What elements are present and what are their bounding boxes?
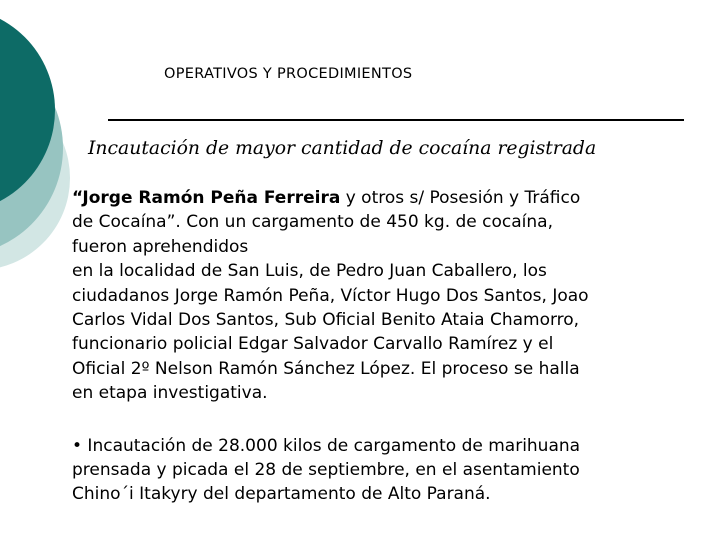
bullet-text: Incautación de 28.000 kilos de cargamento de marihuana bbox=[82, 435, 581, 456]
case-line-8: Oficial 2º Nelson Ramón Sánchez López. El proceso se halla bbox=[72, 358, 580, 379]
slide-title: Incautación de mayor cantidad de cocaína registrada bbox=[88, 138, 597, 159]
case-line-7: funcionario policial Edgar Salvador Carvallo Ramírez y el bbox=[72, 334, 554, 355]
case-line-1 bbox=[72, 186, 712, 210]
case-name: “Jorge Ramón Peña Ferreira bbox=[72, 188, 341, 208]
paragraph-gap bbox=[72, 406, 712, 434]
header-divider bbox=[108, 119, 684, 121]
bullet-line-2: prensada y picada el 28 de septiembre, en el asentamiento bbox=[72, 460, 580, 481]
case-line-9: en etapa investigativa. bbox=[72, 383, 268, 404]
case-line-5: ciudadanos Jorge Ramón Peña, Víctor Hugo Dos Santos, Joao bbox=[72, 285, 589, 306]
bullet-line-3: Chino´i Itakyry del departamento de Alto Paraná. bbox=[72, 484, 491, 505]
case-line-4: en la localidad de San Luis, de Pedro Juan Caballero, los bbox=[72, 261, 547, 282]
case-line-6: Carlos Vidal Dos Santos, Sub Oficial Benito Ataia Chamorro, bbox=[72, 310, 580, 331]
slide-header: OPERATIVOS Y PROCEDIMIENTOS bbox=[164, 66, 413, 82]
bullet-marker: • bbox=[72, 435, 83, 456]
case-line-2: de Cocaína”. Con un cargamento de 450 kg. de cocaína, bbox=[72, 212, 553, 233]
case-text: y otros s/ Posesión y Tráfico bbox=[340, 188, 581, 208]
bullet-line-1 bbox=[72, 434, 712, 458]
slide-body bbox=[72, 186, 712, 507]
case-line-3: fueron aprehendidos bbox=[72, 236, 249, 257]
